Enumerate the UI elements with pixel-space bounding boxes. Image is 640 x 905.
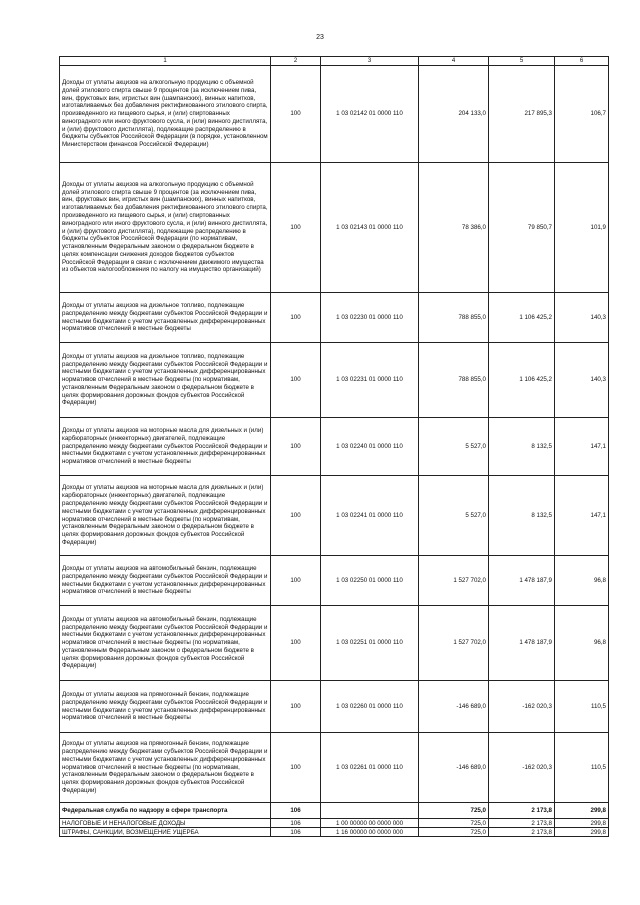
admin-code: 100 <box>271 476 321 556</box>
execution-percent: 147,1 <box>555 476 609 556</box>
admin-code: 106 <box>271 819 321 828</box>
revenue-description: Доходы от уплаты акцизов на моторные масла для дизельных и (или) карбюраторных (инжекторных) двигателей, подлежащие распределению между бюджетами субъектов Российской Федерации и местными бюджетами с учетом установленных дифференцированных нормативов отчислений в местные бюджеты (по нормативам, установленным Федеральным законом о федеральном бюджете в целях формирования дорожных фондов субъектов Российской Федерации) <box>60 476 271 556</box>
actual-amount: 2 173,8 <box>489 819 555 828</box>
actual-amount: 1 106 425,2 <box>489 343 555 418</box>
admin-code: 106 <box>271 828 321 837</box>
budget-classification-code: 1 03 02240 01 0000 110 <box>321 418 419 476</box>
execution-percent: 140,3 <box>555 293 609 343</box>
table-row <box>60 556 609 606</box>
execution-percent: 147,1 <box>555 418 609 476</box>
budget-classification-code: 1 03 02260 01 0000 110 <box>321 681 419 733</box>
admin-code: 100 <box>271 733 321 803</box>
actual-amount: 1 478 187,9 <box>489 556 555 606</box>
planned-amount: 5 527,0 <box>419 476 489 556</box>
actual-amount: 2 173,8 <box>489 828 555 837</box>
admin-code: 106 <box>271 803 321 819</box>
table-row <box>60 681 609 733</box>
revenue-description: НАЛОГОВЫЕ И НЕНАЛОГОВЫЕ ДОХОДЫ <box>60 819 271 828</box>
actual-amount: 8 132,5 <box>489 476 555 556</box>
budget-classification-code: 1 03 02143 01 0000 110 <box>321 163 419 293</box>
actual-amount: -162 020,3 <box>489 733 555 803</box>
admin-code: 100 <box>271 293 321 343</box>
execution-percent: 110,5 <box>555 681 609 733</box>
planned-amount: -146 689,0 <box>419 681 489 733</box>
planned-amount: 725,0 <box>419 803 489 819</box>
actual-amount: 1 478 187,9 <box>489 606 555 681</box>
admin-code: 100 <box>271 606 321 681</box>
budget-classification-code: 1 03 02241 01 0000 110 <box>321 476 419 556</box>
execution-percent: 96,8 <box>555 606 609 681</box>
admin-code: 100 <box>271 343 321 418</box>
planned-amount: -146 689,0 <box>419 733 489 803</box>
execution-percent: 299,8 <box>555 819 609 828</box>
planned-amount: 1 527 702,0 <box>419 606 489 681</box>
budget-classification-code: 1 03 02251 01 0000 110 <box>321 606 419 681</box>
revenue-table <box>59 56 609 837</box>
column-number-row <box>60 57 609 66</box>
budget-classification-code: 1 03 02250 01 0000 110 <box>321 556 419 606</box>
revenue-description: Доходы от уплаты акцизов на дизельное топливо, подлежащие распределению между бюджетами субъектов Российской Федерации и местными бюджетами с учетом установленных дифференцированных нормативов отчислений в местные бюджеты (по нормативам, установленным Федеральным законом о федеральном бюджете в целях формирования дорожных фондов субъектов Российской Федерации) <box>60 343 271 418</box>
execution-percent: 101,9 <box>555 163 609 293</box>
budget-classification-code <box>321 803 419 819</box>
actual-amount: -162 020,3 <box>489 681 555 733</box>
table-row <box>60 66 609 163</box>
planned-amount: 725,0 <box>419 828 489 837</box>
planned-amount: 78 386,0 <box>419 163 489 293</box>
actual-amount: 2 173,8 <box>489 803 555 819</box>
page-number: 23 <box>316 34 324 41</box>
actual-amount: 1 106 425,2 <box>489 293 555 343</box>
execution-percent: 96,8 <box>555 556 609 606</box>
actual-amount: 217 895,3 <box>489 66 555 163</box>
table-row <box>60 733 609 803</box>
admin-code: 100 <box>271 163 321 293</box>
revenue-description: ШТРАФЫ, САНКЦИИ, ВОЗМЕЩЕНИЕ УЩЕРБА <box>60 828 271 837</box>
table-row <box>60 163 609 293</box>
planned-amount: 1 527 702,0 <box>419 556 489 606</box>
table-row <box>60 343 609 418</box>
table-row <box>60 606 609 681</box>
summary-row <box>60 803 609 819</box>
admin-code: 100 <box>271 681 321 733</box>
revenue-description: Доходы от уплаты акцизов на прямогонный бензин, подлежащие распределению между бюджетами субъектов Российской Федерации и местными бюджетами с учетом установленных дифференцированных нормативов отчислений в местные бюджеты <box>60 681 271 733</box>
budget-classification-code: 1 16 00000 00 0000 000 <box>321 828 419 837</box>
column-header: 5 <box>489 57 555 66</box>
admin-code: 100 <box>271 66 321 163</box>
revenue-description: Доходы от уплаты акцизов на алкогольную продукцию с объемной долей этилового спирта свыше 9 процентов (за исключением пива, вин, фруктовых вин, игристых вин (шампанских), винных напитков, изготавливаемых без добавления ректификованного этилового спирта, произведенного из пищевого сырья, и (или) спиртованных виноградного или иного фруктового сусла, и (или) винного дистиллята, и (или) фруктового дистиллята), подлежащие распределению в бюджеты субъектов Российской Федерации (по нормативам, установленным Федеральным законом о федеральном бюджете в целях компенсации снижения доходов бюджетов субъектов Российской Федерации в связи с исключением движимого имущества из объектов налогообложения по налогу на имущество организаций) <box>60 163 271 293</box>
revenue-description: Доходы от уплаты акцизов на прямогонный бензин, подлежащие распределению между бюджетами субъектов Российской Федерации и местными бюджетами с учетом установленных дифференцированных нормативов отчислений в местные бюджеты (по нормативам, установленным Федеральным законом о федеральном бюджете в целях формирования дорожных фондов субъектов Российской Федерации) <box>60 733 271 803</box>
budget-classification-code: 1 00 00000 00 0000 000 <box>321 819 419 828</box>
execution-percent: 299,8 <box>555 828 609 837</box>
planned-amount: 5 527,0 <box>419 418 489 476</box>
admin-code: 100 <box>271 556 321 606</box>
table-row <box>60 418 609 476</box>
column-header: 2 <box>271 57 321 66</box>
planned-amount: 204 133,0 <box>419 66 489 163</box>
budget-classification-code: 1 03 02231 01 0000 110 <box>321 343 419 418</box>
table-row <box>60 828 609 837</box>
planned-amount: 788 855,0 <box>419 343 489 418</box>
revenue-description: Доходы от уплаты акцизов на автомобильный бензин, подлежащие распределению между бюджетами субъектов Российской Федерации и местными бюджетами с учетом установленных дифференцированных нормативов отчислений в местные бюджеты (по нормативам, установленным Федеральным законом о федеральном бюджете в целях формирования дорожных фондов субъектов Российской Федерации) <box>60 606 271 681</box>
revenue-description: Доходы от уплаты акцизов на автомобильный бензин, подлежащие распределению между бюджетами субъектов Российской Федерации и местными бюджетами с учетом установленных дифференцированных нормативов отчислений в местные бюджеты <box>60 556 271 606</box>
planned-amount: 725,0 <box>419 819 489 828</box>
planned-amount: 788 855,0 <box>419 293 489 343</box>
agency-name: Федеральная служба по надзору в сфере транспорта <box>60 803 271 819</box>
execution-percent: 140,3 <box>555 343 609 418</box>
column-header: 6 <box>555 57 609 66</box>
execution-percent: 110,5 <box>555 733 609 803</box>
actual-amount: 8 132,5 <box>489 418 555 476</box>
execution-percent: 106,7 <box>555 66 609 163</box>
table-row <box>60 476 609 556</box>
actual-amount: 79 850,7 <box>489 163 555 293</box>
budget-classification-code: 1 03 02261 01 0000 110 <box>321 733 419 803</box>
admin-code: 100 <box>271 418 321 476</box>
table-row <box>60 293 609 343</box>
column-header: 4 <box>419 57 489 66</box>
revenue-description: Доходы от уплаты акцизов на моторные масла для дизельных и (или) карбюраторных (инжекторных) двигателей, подлежащие распределению между бюджетами субъектов Российской Федерации и местными бюджетами с учетом установленных дифференцированных нормативов отчислений в местные бюджеты <box>60 418 271 476</box>
column-header: 3 <box>321 57 419 66</box>
revenue-description: Доходы от уплаты акцизов на алкогольную продукцию с объемной долей этилового спирта свыше 9 процентов (за исключением пива, вин, фруктовых вин, игристых вин (шампанских), винных напитков, изготавливаемых без добавления ректификованного этилового спирта, произведенного из пищевого сырья, и (или) спиртованных виноградного или иного фруктового сусла, и (или) винного дистиллята, и (или) фруктового дистиллята), подлежащие распределению в бюджеты субъектов Российской Федерации (в порядке, установленном Министерством финансов Российской Федерации) <box>60 66 271 163</box>
execution-percent: 299,8 <box>555 803 609 819</box>
revenue-description: Доходы от уплаты акцизов на дизельное топливо, подлежащие распределению между бюджетами субъектов Российской Федерации и местными бюджетами с учетом установленных дифференцированных нормативов отчислений в местные бюджеты <box>60 293 271 343</box>
table-row <box>60 819 609 828</box>
budget-classification-code: 1 03 02230 01 0000 110 <box>321 293 419 343</box>
budget-classification-code: 1 03 02142 01 0000 110 <box>321 66 419 163</box>
column-header: 1 <box>60 57 271 66</box>
